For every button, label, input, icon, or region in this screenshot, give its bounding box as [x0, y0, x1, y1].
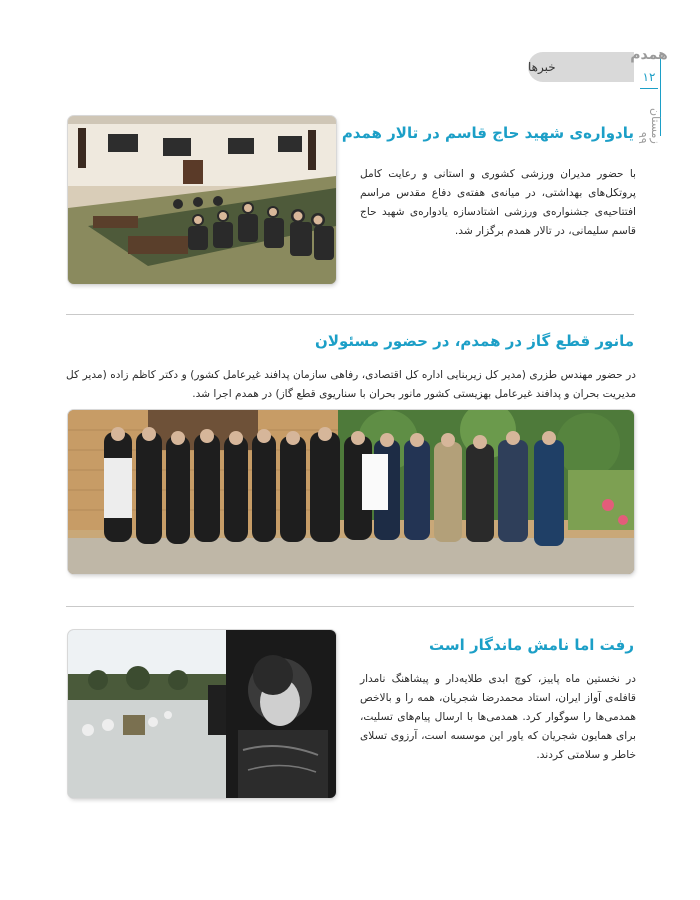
article-body: در نخستین ماه پاییز، کوچ ابدی طلایه‌دار و پیشاهنگ نامدار قافله‌ی آواز ایران، استاد محمدرضا شجریان، همه را و بالاخص همدمی‌ها را سوگوار کرد. همدمی‌ها با ارسال پیام‌های تسلیت، برای همایون شجریان که یاور این موسسه است، آرزوی تسلای خاطر و سلامتی کردند. — [360, 673, 636, 761]
article-title: یادواره‌ی شهید حاج قاسم در تالار همدم — [341, 124, 634, 142]
memorial-photo — [68, 630, 336, 798]
section-label: خبرها — [528, 60, 556, 74]
conference-hall-photo — [68, 116, 336, 284]
article-body: با حضور مدیران ورزشی کشوری و استانی و رعایت کامل پروتکل‌های بهداشتی، در میانه‌ی هفته‌ی دفاع مقدس مراسم افتتاحیه‌ی جشنواره‌ی ورزشی اشتادسازه یادواره‌ی شهید حاج قاسم سلیمانی، در تالار همدم برگزار شد. — [360, 168, 636, 237]
article-body: در حضور مهندس طزری (مدیر کل زیربنایی اداره کل اقتصادی، رفاهی سازمان پدافند غیرعامل کشور) و دکتر کاظم زاده (مدیر کل مدیریت بحران و پدافند غیرعامل بهزیستی کشور مانور بحران با سناریوی قطع گاز) در همدم اجرا شد. — [66, 369, 636, 400]
brand-divider — [640, 88, 658, 89]
page-number: ۱۲ — [642, 70, 656, 84]
article-title: مانور قطع گاز در همدم، در حضور مسئولان — [315, 332, 634, 350]
issue-label: زمستان ۹۹ — [636, 108, 662, 144]
section-tab — [528, 52, 634, 82]
article-title: رفت اما نامش ماندگار است — [428, 636, 634, 654]
divider — [66, 606, 634, 607]
brand-logo: همدم — [630, 47, 668, 63]
group-photo — [68, 410, 634, 574]
brand-box — [630, 44, 668, 144]
divider — [66, 314, 634, 315]
